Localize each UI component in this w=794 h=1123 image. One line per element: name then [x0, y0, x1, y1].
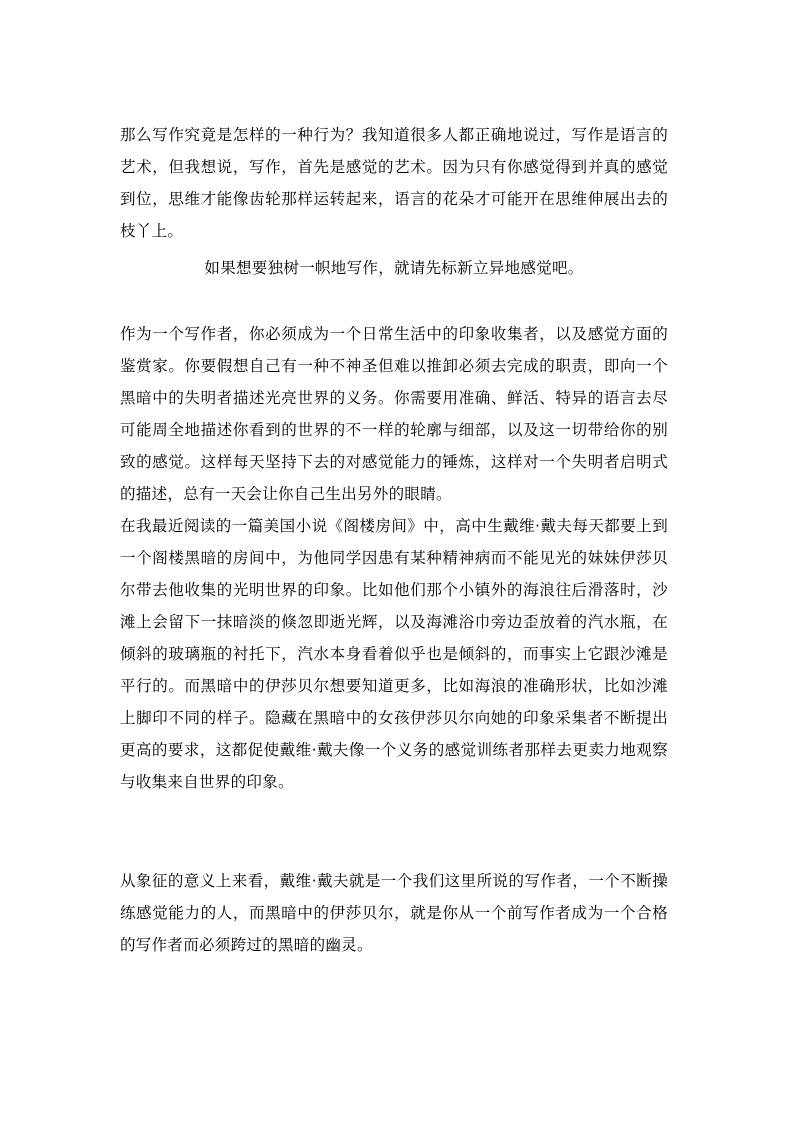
paragraph-attic-room-story: 在我最近阅读的一篇美国小说《阁楼房间》中，高中生戴维·戴夫每天都要上到一个阁楼黑暗的房间中，为他同学因患有某种精神病而不能见光的妹妹伊莎贝尔带去他收集的光明世界的印象。比如他们那个小镇外的海浪往后滑落时，沙滩上会留下一抹暗淡的倏忽即逝光辉，以及海滩浴巾旁边歪放着的汽水瓶，在倾斜的玻璃瓶的衬托下，汽水本身看着似乎也是倾斜的，而事实上它跟沙滩是平行的。而黑暗中的伊莎贝尔想要知道更多，比如海浪的准确形状，比如沙滩上脚印不同的样子。隐藏在黑暗中的女孩伊莎贝尔向她的印象采集者不断提出更高的要求，这都促使戴维·戴夫像一个义务的感觉训练者那样去更卖力地观察与收集来自世界的印象。 — [120, 517, 668, 791]
paragraph-symbolic-meaning: 从象征的意义上来看，戴维·戴夫就是一个我们这里所说的写作者，一个不断操练感觉能力的人，而黑暗中的伊莎贝尔，就是你从一个前写作者成为一个合格的写作者而必须跨过的黑暗的幽灵。 — [120, 872, 668, 954]
paragraph-impression-collector: 作为一个写作者，你必须成为一个日常生活中的印象收集者，以及感觉方面的鉴赏家。你要假想自己有一种不神圣但难以推卸必须去完成的职责，即向一个黑暗中的失明者描述光亮世界的义务。你需要用准确、鲜活、特异的语言去尽可能周全地描述你看到的世界的不一样的轮廓与细部，以及这一切带给你的别致的感觉。这样每天坚持下去的对感觉能力的锤炼，这样对一个失明者启明式的描述，总有一天会让你自己生出另外的眼睛。 — [120, 325, 668, 503]
paragraph-centered-motto: 如果想要独树一帜地写作，就请先标新立异地感觉吧。 — [204, 259, 584, 277]
paragraph-writing-as-sensation: 那么写作究竟是怎样的一种行为？我知道很多人都正确地说过，写作是语言的艺术，但我想说，写作，首先是感觉的艺术。因为只有你感觉得到并真的感觉到位，思维才能像齿轮那样运转起来，语言的花朵才可能开在思维伸展出去的枝丫上。 — [120, 126, 668, 240]
